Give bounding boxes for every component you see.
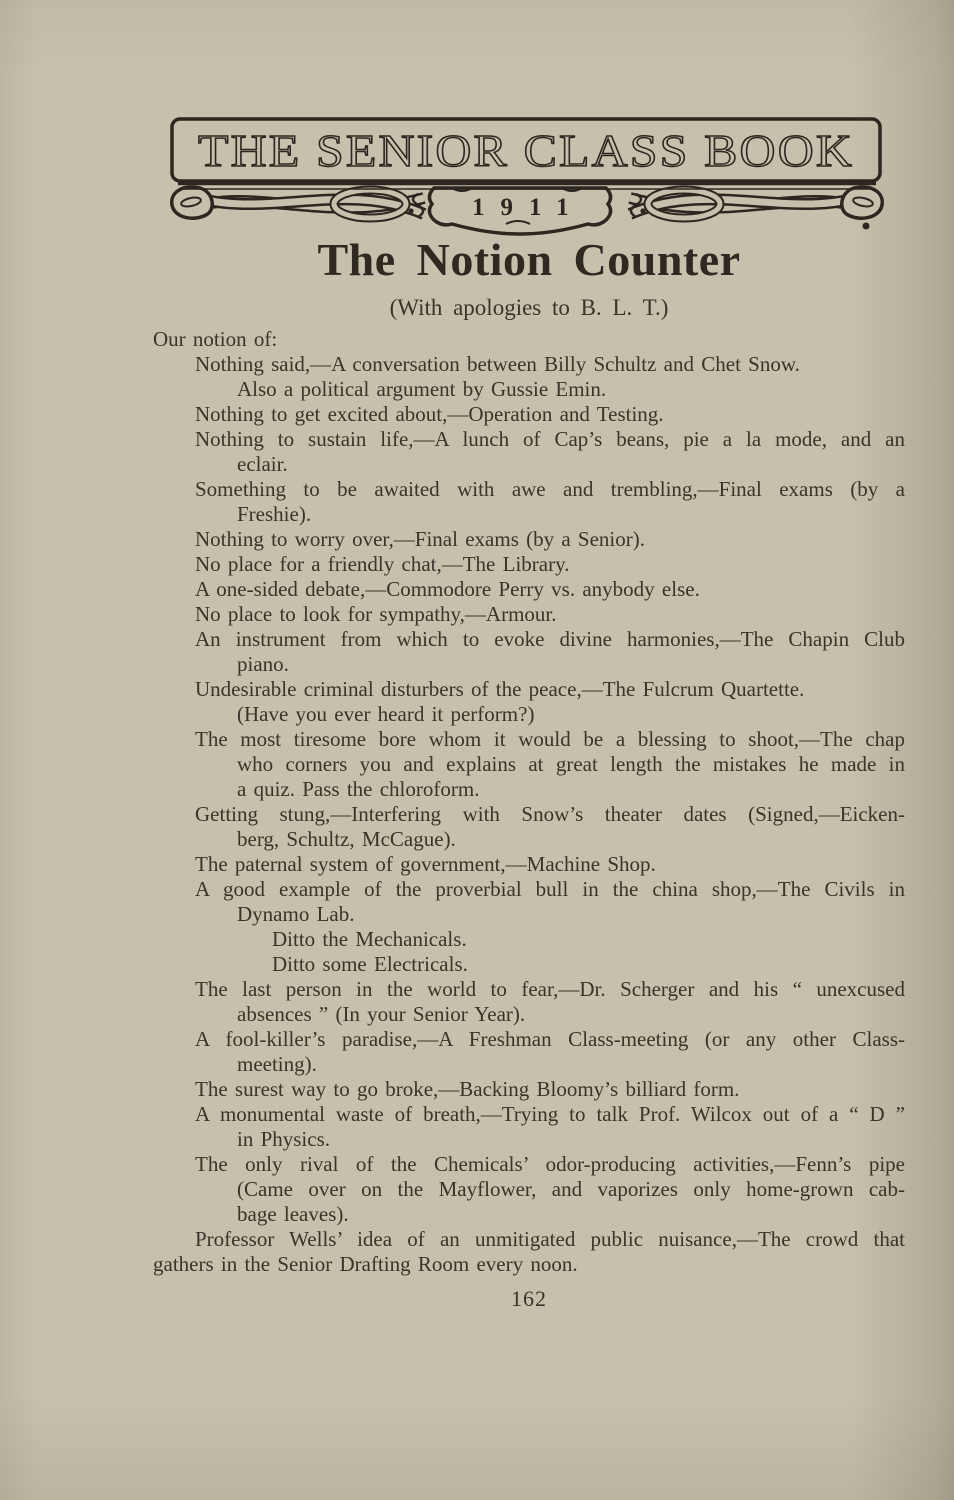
text-line: Something to be awaited with awe and trembling,—Final exams (by a	[195, 477, 905, 501]
banner-graphic	[166, 114, 888, 244]
ribbon-right-ornament	[630, 187, 882, 218]
text-line: No place to look for sympathy,—Armour.	[195, 602, 557, 626]
text-line: Ditto some Electricals.	[272, 952, 468, 976]
text-line: A one-sided debate,—Commodore Perry vs. anybody else.	[195, 577, 700, 601]
text-line: An instrument from which to evoke divine harmonies,—The Chapin Club	[195, 627, 905, 651]
text-line: Our notion of:	[153, 327, 278, 351]
text-line: The most tiresome bore whom it would be a blessing to shoot,—The chap	[195, 727, 905, 751]
text-line: Nothing said,—A conversation between Billy Schultz and Chet Snow.	[195, 352, 800, 376]
text-line: Freshie).	[237, 502, 312, 526]
text-line: bage leaves).	[237, 1202, 349, 1226]
text-line: (Have you ever heard it perform?)	[237, 702, 535, 726]
text-line: Nothing to sustain life,—A lunch of Cap’s beans, pie a la mode, and an	[195, 427, 905, 451]
body-text	[153, 327, 905, 1277]
text-line: (Came over on the Mayflower, and vaporizes only home-grown cab-	[237, 1177, 905, 1201]
text-line: a quiz. Pass the chloroform.	[237, 777, 480, 801]
page-number: 162	[511, 1286, 547, 1311]
text-line: eclair.	[237, 452, 288, 476]
text-line: The last person in the world to fear,—Dr. Scherger and his “ unexcused	[195, 977, 905, 1001]
text-line: Getting stung,—Interfering with Snow’s theater dates (Signed,—Eicken-	[195, 802, 905, 826]
text-line: The only rival of the Chemicals’ odor-producing activities,—Fenn’s pipe	[195, 1152, 905, 1176]
ink-dot	[863, 223, 870, 230]
text-line: Also a political argument by Gussie Emin.	[237, 377, 607, 401]
text-line: Ditto the Mechanicals.	[272, 927, 467, 951]
text-line: Professor Wells’ idea of an unmitigated public nuisance,—The crowd that	[195, 1227, 905, 1251]
page-title: The Notion Counter	[317, 234, 741, 285]
text-line: in Physics.	[237, 1127, 331, 1151]
text-line: absences ” (In your Senior Year).	[237, 1002, 526, 1026]
year-text: 1911	[472, 194, 585, 221]
text-line: Nothing to get excited about,—Operation and Testing.	[195, 402, 664, 426]
text-line: who corners you and explains at great length the mistakes he made in	[237, 752, 905, 776]
text-line: A fool-killer’s paradise,—A Freshman Class-meeting (or any other Class-	[195, 1027, 905, 1051]
banner-title-text: THE SENIOR CLASS BOOK	[198, 125, 854, 176]
ribbon-left-ornament	[172, 187, 424, 218]
text-line: A monumental waste of breath,—Trying to talk Prof. Wilcox out of a “ D ”	[195, 1102, 905, 1126]
text-line: berg, Schultz, McCague).	[237, 827, 456, 851]
text-line: Dynamo Lab.	[237, 902, 355, 926]
text-line: meeting).	[237, 1052, 317, 1076]
text-line: The paternal system of government,—Machine Shop.	[195, 852, 656, 876]
text-line: No place for a friendly chat,—The Library.	[195, 552, 570, 576]
page-subtitle: (With apologies to B. L. T.)	[389, 295, 669, 320]
text-line: The surest way to go broke,—Backing Bloomy’s billiard form.	[195, 1077, 740, 1101]
text-line: piano.	[237, 652, 289, 676]
text-line: A good example of the proverbial bull in the china shop,—The Civils in	[195, 877, 905, 901]
text-line: gathers in the Senior Drafting Room every noon.	[153, 1252, 578, 1276]
text-line: Undesirable criminal disturbers of the peace,—The Fulcrum Quartette.	[195, 677, 805, 701]
text-line: Nothing to worry over,—Final exams (by a Senior).	[195, 527, 645, 551]
